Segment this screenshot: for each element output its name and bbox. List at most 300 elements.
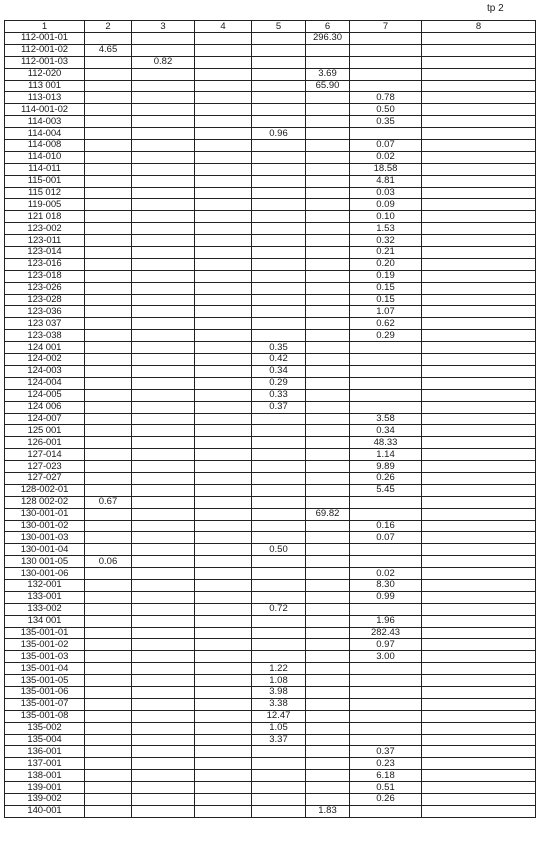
value-cell: 0.99 [350, 591, 422, 603]
value-cell: 0.02 [350, 568, 422, 580]
table-row [5, 211, 536, 223]
row-code-cell: 119-005 [5, 199, 85, 211]
row-code-cell: 114-008 [5, 140, 85, 152]
value-cell [306, 56, 350, 68]
value-cell [195, 389, 252, 401]
value-cell [350, 698, 422, 710]
table-row [5, 710, 536, 722]
value-cell [85, 223, 132, 235]
row-code-cell: 114-004 [5, 128, 85, 140]
value-cell [422, 389, 536, 401]
value-cell [306, 734, 350, 746]
value-cell [252, 318, 306, 330]
row-code-cell: 130 001-05 [5, 556, 85, 568]
value-cell [132, 92, 195, 104]
value-cell [252, 247, 306, 259]
value-cell [132, 472, 195, 484]
value-cell [306, 437, 350, 449]
value-cell [422, 128, 536, 140]
value-cell [306, 104, 350, 116]
value-cell [85, 80, 132, 92]
table-row [5, 437, 536, 449]
value-cell [252, 151, 306, 163]
value-cell [85, 56, 132, 68]
value-cell [195, 33, 252, 45]
value-cell [85, 579, 132, 591]
value-cell [195, 223, 252, 235]
value-cell: 1.08 [252, 675, 306, 687]
value-cell: 0.50 [350, 104, 422, 116]
value-cell [132, 282, 195, 294]
value-cell [422, 639, 536, 651]
table-row [5, 544, 536, 556]
table-row [5, 461, 536, 473]
value-cell [350, 68, 422, 80]
value-cell [195, 746, 252, 758]
table-row [5, 342, 536, 354]
row-code-cell: 123-011 [5, 235, 85, 247]
value-cell [85, 187, 132, 199]
value-cell [85, 675, 132, 687]
value-cell [132, 710, 195, 722]
value-cell [132, 377, 195, 389]
table-row [5, 770, 536, 782]
value-cell [195, 496, 252, 508]
value-cell [85, 68, 132, 80]
table-row [5, 579, 536, 591]
value-cell: 0.37 [252, 401, 306, 413]
value-cell [132, 401, 195, 413]
value-cell [422, 401, 536, 413]
table-row [5, 270, 536, 282]
value-cell [195, 461, 252, 473]
table-row [5, 223, 536, 235]
value-cell [85, 330, 132, 342]
value-cell [422, 270, 536, 282]
table-row [5, 425, 536, 437]
value-cell [306, 461, 350, 473]
value-cell [85, 354, 132, 366]
row-code-cell: 135-001-06 [5, 686, 85, 698]
value-cell [422, 484, 536, 496]
value-cell [422, 698, 536, 710]
table-row [5, 520, 536, 532]
table-row [5, 722, 536, 734]
value-cell [350, 663, 422, 675]
value-cell [306, 568, 350, 580]
row-code-cell: 135-001-05 [5, 675, 85, 687]
value-cell [350, 805, 422, 817]
value-cell [306, 247, 350, 259]
data-table [4, 20, 536, 818]
value-cell [85, 425, 132, 437]
value-cell: 4.65 [85, 44, 132, 56]
value-cell [132, 211, 195, 223]
value-cell [422, 306, 536, 318]
value-cell [85, 306, 132, 318]
value-cell [306, 544, 350, 556]
value-cell [306, 746, 350, 758]
table-row [5, 377, 536, 389]
row-code-cell: 123-002 [5, 223, 85, 235]
value-cell [306, 794, 350, 806]
row-code-cell: 137-001 [5, 758, 85, 770]
value-cell [350, 496, 422, 508]
value-cell [195, 270, 252, 282]
row-code-cell: 114-010 [5, 151, 85, 163]
value-cell [422, 294, 536, 306]
value-cell [252, 187, 306, 199]
table-row [5, 187, 536, 199]
value-cell [252, 437, 306, 449]
value-cell [252, 56, 306, 68]
value-cell [306, 258, 350, 270]
row-code-cell: 132-001 [5, 579, 85, 591]
value-cell [85, 472, 132, 484]
value-cell [195, 663, 252, 675]
row-code-cell: 135-004 [5, 734, 85, 746]
value-cell [195, 342, 252, 354]
table-row [5, 247, 536, 259]
value-cell [306, 377, 350, 389]
row-code-cell: 123-038 [5, 330, 85, 342]
value-cell [132, 520, 195, 532]
value-cell [422, 520, 536, 532]
value-cell [195, 258, 252, 270]
row-code-cell: 112-001-01 [5, 33, 85, 45]
value-cell [350, 33, 422, 45]
value-cell [132, 413, 195, 425]
value-cell [132, 128, 195, 140]
value-cell [306, 199, 350, 211]
value-cell [132, 651, 195, 663]
row-code-cell: 112-020 [5, 68, 85, 80]
value-cell [132, 663, 195, 675]
value-cell [306, 484, 350, 496]
row-code-cell: 135-001-01 [5, 627, 85, 639]
value-cell [252, 258, 306, 270]
value-cell: 0.62 [350, 318, 422, 330]
table-row [5, 80, 536, 92]
table-row [5, 365, 536, 377]
value-cell [306, 425, 350, 437]
value-cell [195, 365, 252, 377]
value-cell [306, 603, 350, 615]
value-cell [195, 805, 252, 817]
value-cell [132, 579, 195, 591]
row-code-cell: 135-001-07 [5, 698, 85, 710]
value-cell [252, 651, 306, 663]
value-cell [306, 675, 350, 687]
row-code-cell: 135-002 [5, 722, 85, 734]
row-code-cell: 135-001-03 [5, 651, 85, 663]
value-cell: 0.02 [350, 151, 422, 163]
value-cell [306, 591, 350, 603]
table-row [5, 782, 536, 794]
value-cell [85, 92, 132, 104]
value-cell [306, 223, 350, 235]
value-cell [132, 330, 195, 342]
value-cell [195, 770, 252, 782]
table-row [5, 508, 536, 520]
table-row [5, 794, 536, 806]
value-cell [195, 615, 252, 627]
value-cell [422, 68, 536, 80]
value-cell [85, 508, 132, 520]
row-code-cell: 130-001-04 [5, 544, 85, 556]
table-row [5, 627, 536, 639]
value-cell [132, 591, 195, 603]
value-cell [306, 556, 350, 568]
value-cell [306, 782, 350, 794]
row-code-cell: 123-018 [5, 270, 85, 282]
value-cell [85, 140, 132, 152]
value-cell [252, 484, 306, 496]
table-row [5, 282, 536, 294]
table-row [5, 556, 536, 568]
value-cell [350, 675, 422, 687]
value-cell [195, 56, 252, 68]
value-cell [350, 722, 422, 734]
value-cell: 0.42 [252, 354, 306, 366]
value-cell [132, 258, 195, 270]
value-cell: 3.38 [252, 698, 306, 710]
table-row [5, 805, 536, 817]
value-cell [85, 270, 132, 282]
value-cell: 4.81 [350, 175, 422, 187]
column-header-2: 2 [85, 21, 132, 33]
value-cell: 65.90 [306, 80, 350, 92]
value-cell [195, 116, 252, 128]
row-code-cell: 130-001-02 [5, 520, 85, 532]
value-cell [306, 128, 350, 140]
value-cell: 0.19 [350, 270, 422, 282]
value-cell [195, 734, 252, 746]
value-cell [132, 686, 195, 698]
table-row [5, 294, 536, 306]
value-cell [252, 33, 306, 45]
value-cell [306, 651, 350, 663]
table-row [5, 354, 536, 366]
value-cell [252, 163, 306, 175]
table-row [5, 401, 536, 413]
value-cell: 0.29 [350, 330, 422, 342]
value-cell [132, 80, 195, 92]
value-cell [85, 199, 132, 211]
value-cell [350, 544, 422, 556]
value-cell [422, 199, 536, 211]
value-cell: 0.97 [350, 639, 422, 651]
value-cell: 1.05 [252, 722, 306, 734]
value-cell [132, 199, 195, 211]
column-header-3: 3 [132, 21, 195, 33]
value-cell [195, 401, 252, 413]
table-row [5, 746, 536, 758]
value-cell [306, 211, 350, 223]
value-cell [132, 151, 195, 163]
table-row [5, 484, 536, 496]
value-cell: 0.50 [252, 544, 306, 556]
value-cell [306, 44, 350, 56]
value-cell: 0.07 [350, 140, 422, 152]
value-cell [252, 413, 306, 425]
value-cell [85, 686, 132, 698]
value-cell [85, 722, 132, 734]
value-cell [85, 461, 132, 473]
row-code-cell: 112-001-02 [5, 44, 85, 56]
table-row [5, 686, 536, 698]
value-cell [350, 686, 422, 698]
value-cell [252, 461, 306, 473]
value-cell [132, 44, 195, 56]
value-cell [422, 140, 536, 152]
value-cell [350, 56, 422, 68]
value-cell [132, 734, 195, 746]
value-cell [195, 591, 252, 603]
table-row [5, 199, 536, 211]
value-cell [306, 472, 350, 484]
value-cell: 0.20 [350, 258, 422, 270]
value-cell: 0.29 [252, 377, 306, 389]
value-cell [132, 794, 195, 806]
value-cell [195, 318, 252, 330]
value-cell [252, 270, 306, 282]
value-cell [132, 603, 195, 615]
table-row [5, 163, 536, 175]
value-cell: 3.37 [252, 734, 306, 746]
value-cell: 0.26 [350, 794, 422, 806]
value-cell [252, 175, 306, 187]
value-cell: 18.58 [350, 163, 422, 175]
table-row [5, 663, 536, 675]
value-cell [85, 247, 132, 259]
value-cell [306, 698, 350, 710]
value-cell [306, 627, 350, 639]
value-cell [306, 758, 350, 770]
value-cell [85, 603, 132, 615]
value-cell [195, 710, 252, 722]
value-cell: 0.37 [350, 746, 422, 758]
value-cell [306, 116, 350, 128]
value-cell [195, 449, 252, 461]
row-code-cell: 140-001 [5, 805, 85, 817]
table-row [5, 33, 536, 45]
value-cell: 0.10 [350, 211, 422, 223]
value-cell [85, 770, 132, 782]
table-row [5, 104, 536, 116]
value-cell [195, 175, 252, 187]
row-code-cell: 124-003 [5, 365, 85, 377]
value-cell [350, 365, 422, 377]
value-cell [132, 342, 195, 354]
row-code-cell: 139-001 [5, 782, 85, 794]
table-row [5, 591, 536, 603]
value-cell [252, 223, 306, 235]
value-cell [422, 603, 536, 615]
value-cell [306, 282, 350, 294]
value-cell: 69.82 [306, 508, 350, 520]
row-code-cell: 127-014 [5, 449, 85, 461]
value-cell [252, 591, 306, 603]
value-cell [132, 722, 195, 734]
value-cell [252, 80, 306, 92]
row-code-cell: 133-002 [5, 603, 85, 615]
value-cell [132, 318, 195, 330]
value-cell [252, 211, 306, 223]
value-cell [85, 235, 132, 247]
value-cell [252, 104, 306, 116]
value-cell [306, 330, 350, 342]
column-header-5: 5 [252, 21, 306, 33]
value-cell [132, 496, 195, 508]
value-cell [252, 758, 306, 770]
value-cell [132, 389, 195, 401]
row-code-cell: 123-028 [5, 294, 85, 306]
value-cell [195, 128, 252, 140]
row-code-cell: 123-036 [5, 306, 85, 318]
value-cell [132, 235, 195, 247]
value-cell [132, 746, 195, 758]
value-cell [85, 639, 132, 651]
value-cell [422, 449, 536, 461]
row-code-cell: 127-023 [5, 461, 85, 473]
value-cell [132, 365, 195, 377]
value-cell [85, 758, 132, 770]
value-cell [422, 663, 536, 675]
value-cell [132, 294, 195, 306]
value-cell [132, 758, 195, 770]
value-cell [195, 187, 252, 199]
value-cell: 0.21 [350, 247, 422, 259]
value-cell [306, 615, 350, 627]
value-cell [422, 770, 536, 782]
column-header-7: 7 [350, 21, 422, 33]
value-cell [422, 675, 536, 687]
value-cell [422, 116, 536, 128]
value-cell [422, 413, 536, 425]
value-cell: 0.35 [350, 116, 422, 128]
value-cell [85, 377, 132, 389]
table-row [5, 698, 536, 710]
value-cell [132, 639, 195, 651]
value-cell [85, 104, 132, 116]
row-code-cell: 135-001-02 [5, 639, 85, 651]
value-cell [306, 140, 350, 152]
value-cell [252, 556, 306, 568]
row-code-cell: 124 001 [5, 342, 85, 354]
value-cell [422, 686, 536, 698]
value-cell [422, 532, 536, 544]
value-cell [195, 544, 252, 556]
value-cell: 0.32 [350, 235, 422, 247]
value-cell [306, 639, 350, 651]
value-cell [350, 710, 422, 722]
value-cell [195, 603, 252, 615]
value-cell [195, 235, 252, 247]
value-cell: 0.34 [252, 365, 306, 377]
value-cell [422, 579, 536, 591]
value-cell [422, 56, 536, 68]
table-row [5, 140, 536, 152]
value-cell [306, 579, 350, 591]
value-cell [252, 532, 306, 544]
value-cell [132, 770, 195, 782]
value-cell [85, 413, 132, 425]
value-cell [306, 175, 350, 187]
row-code-cell: 124-002 [5, 354, 85, 366]
value-cell [306, 770, 350, 782]
value-cell [306, 270, 350, 282]
